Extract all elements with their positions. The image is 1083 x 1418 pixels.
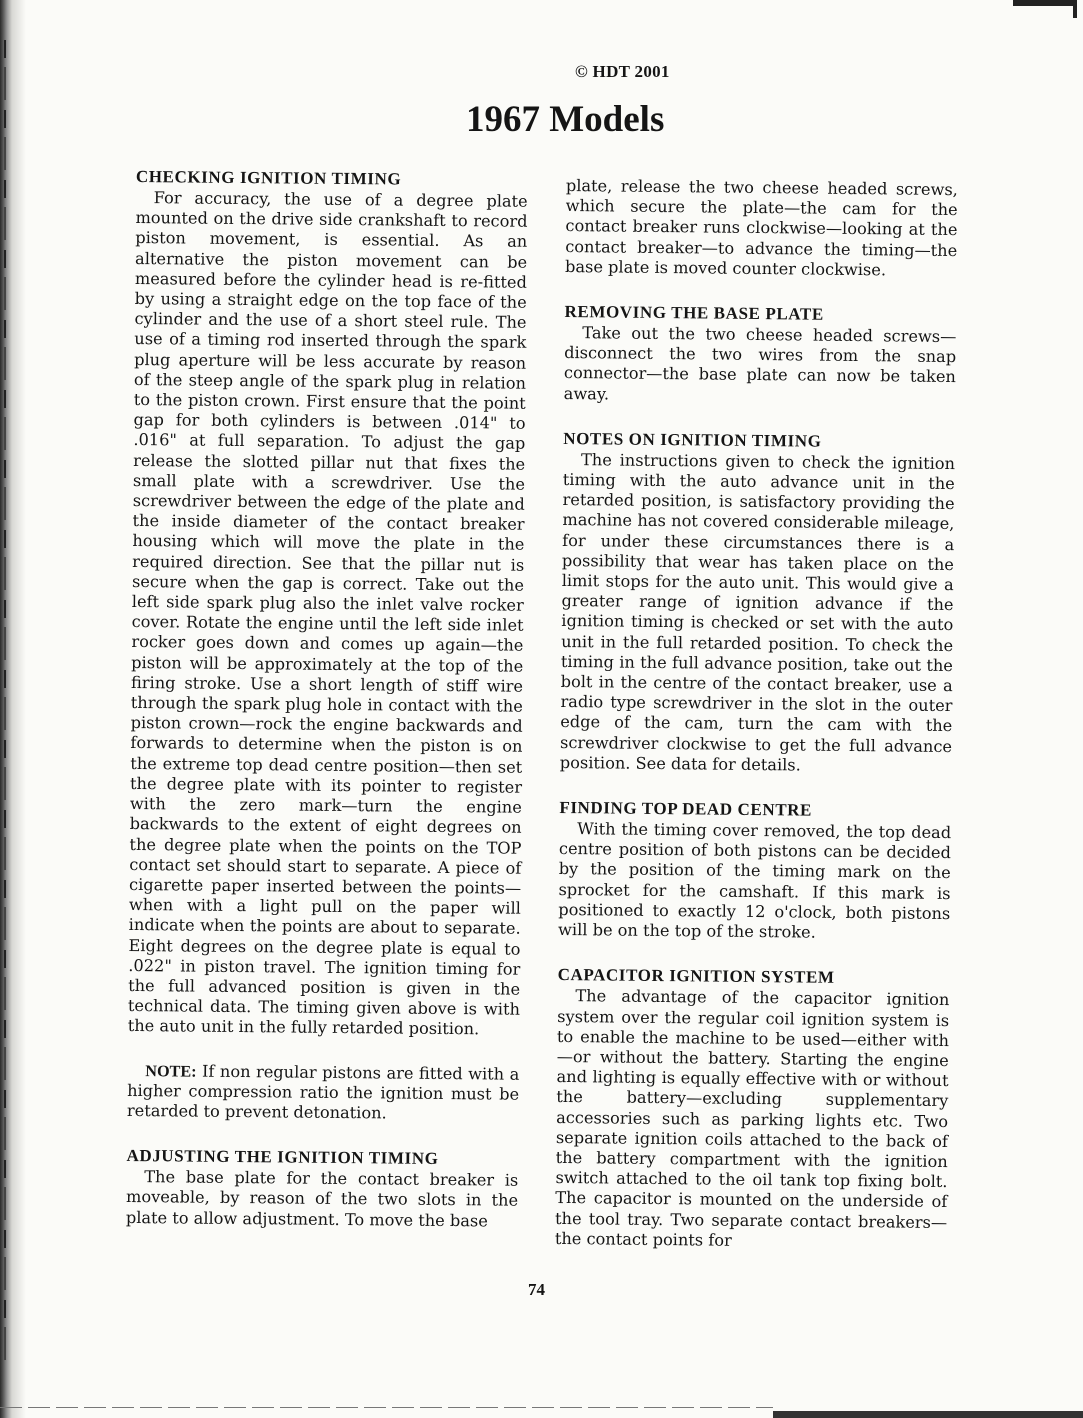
section-body-finding: With the timing cover removed, the top dead centre position of both pistons can be decided by the position of the timing mark on the sprocket for the camshaft. If this mark is positioned to exactly 12 o'clock, both pistons will be on the top of the stroke. [558, 819, 952, 942]
section-body-removing: Take out the two cheese headed screws—disconnect the two wires from the snap connector—the base plate can now be taken away. [563, 323, 957, 404]
scan-binding-edge [0, 0, 30, 1418]
section-heading-notes: NOTES ON IGNITION TIMING [563, 428, 822, 451]
section-body-adjusting: The base plate for the contact breaker is moveable, by reason of the two slots in the plate to allow adjustment. To move the base [125, 1167, 519, 1230]
note-body: If non regular pistons are fitted with a higher compression ratio the ignition must be retarded to prevent detonation. [126, 1061, 520, 1123]
section-heading-finding: FINDING TOP DEAD CENTRE [559, 798, 813, 820]
section-heading-removing: REMOVING THE BASE PLATE [564, 302, 824, 324]
continued-paragraph: plate, release the two cheese headed screws, which secure the plate—the cam for the contact breaker runs clockwise—looking at the contact breaker—to advance the timing—the base plate is moved counter clockwise. [564, 176, 958, 280]
section-body-checking: For accuracy, the use of a degree plate mounted on the drive side crankshaft to record piston movement, is essential. As an alternative the piston movement can be measured before the cylinder head is re-fitted by using a straight edge on the top face of the cylinder and the use of a short steel rule. The use of a timing rod inserted through the spark plug aperture will be less accurate by reason of the steep angle of the spark plug in relation to the piston crown. First ensure that the point gap for both cylinders is between .014" to .016" at full separation. To adjust the gap release the slotted pillar nut that fixes the small plate with a screwdriver. Use the screwdriver between the edge of the plate and the inside diameter of the contact breaker housing which will move the plate in the required direction. See that the pillar nut is secure when the gap is correct. Take out the left side spark plug also the inlet valve rocker cover. Rotate the engine until the left side inlet rocker goes down and comes up again—the piston will be approximately at the top of the firing stroke. Use a short length of stiff wire through the spark plug hole in contact with the piston crown—rock the engine backwards and forwards to determine when the piston is on the extreme top dead centre position—then set the degree plate with its pointer to register with the zero mark—turn the engine backwards to the extent of eight degrees on the degree plate when the points on the TOP contact set should start to separate. A piece of cigarette paper inserted between the points—when with a light pull on the paper will indicate when the points are about to separate. Eight degrees on the degree plate is equal to .022" in piston travel. The ignition timing for the full advanced position is given in the technical data. The timing given above is with the auto unit in the fully retarded position. [127, 188, 528, 1039]
section-body-capacitor: The advantage of the capacitor ignition system over the regular coil ignition system is to enable the machine to be used—either with—or without the battery. Starting the engine and lighting is equally effective with or without the battery—excluding supplementary accessories such as parking lights etc. Two separate ignition coils attached to the back of the battery compartment with the ignition switch attached to the oil tank top fixing bolt. The capacitor is mounted on the underside of the tool tray. Two separate contact breakers—the contact points for [554, 986, 950, 1250]
section-body-notes: The instructions given to check the ignition timing with the auto advance unit in the retarded position, is satisfactory providing the machine has not covered considerable mileage, for under these circumstances there is a possibility that wear has taken place on the limit stops for the auto unit. This would give a greater range of ignition advance if the ignition timing is checked or set with the auto unit in the full retarded position. To check the timing in the full advance position, take out the bolt in the centre of the contact breaker, use a radio type screwdriver in the slot in the outer edge of the cam, turn the cam with the screwdriver clockwise to get the full advance position. See data for details. [559, 450, 956, 775]
left-column [126, 166, 528, 1231]
page-number: 74 [528, 1280, 545, 1299]
section-heading-checking: CHECKING IGNITION TIMING [135, 166, 402, 189]
scan-corner-mark [1013, 0, 1073, 6]
copyright-header: © HDT 2001 [575, 62, 670, 81]
note-label: NOTE: [145, 1061, 197, 1081]
section-heading-capacitor: CAPACITOR IGNITION SYSTEM [557, 965, 835, 988]
scan-bottom-edge [0, 1394, 1083, 1418]
right-column [555, 176, 958, 1253]
section-heading-adjusting: ADJUSTING THE IGNITION TIMING [126, 1146, 439, 1169]
note-paragraph [127, 1060, 520, 1124]
page-title: 1967 Models [466, 99, 665, 140]
